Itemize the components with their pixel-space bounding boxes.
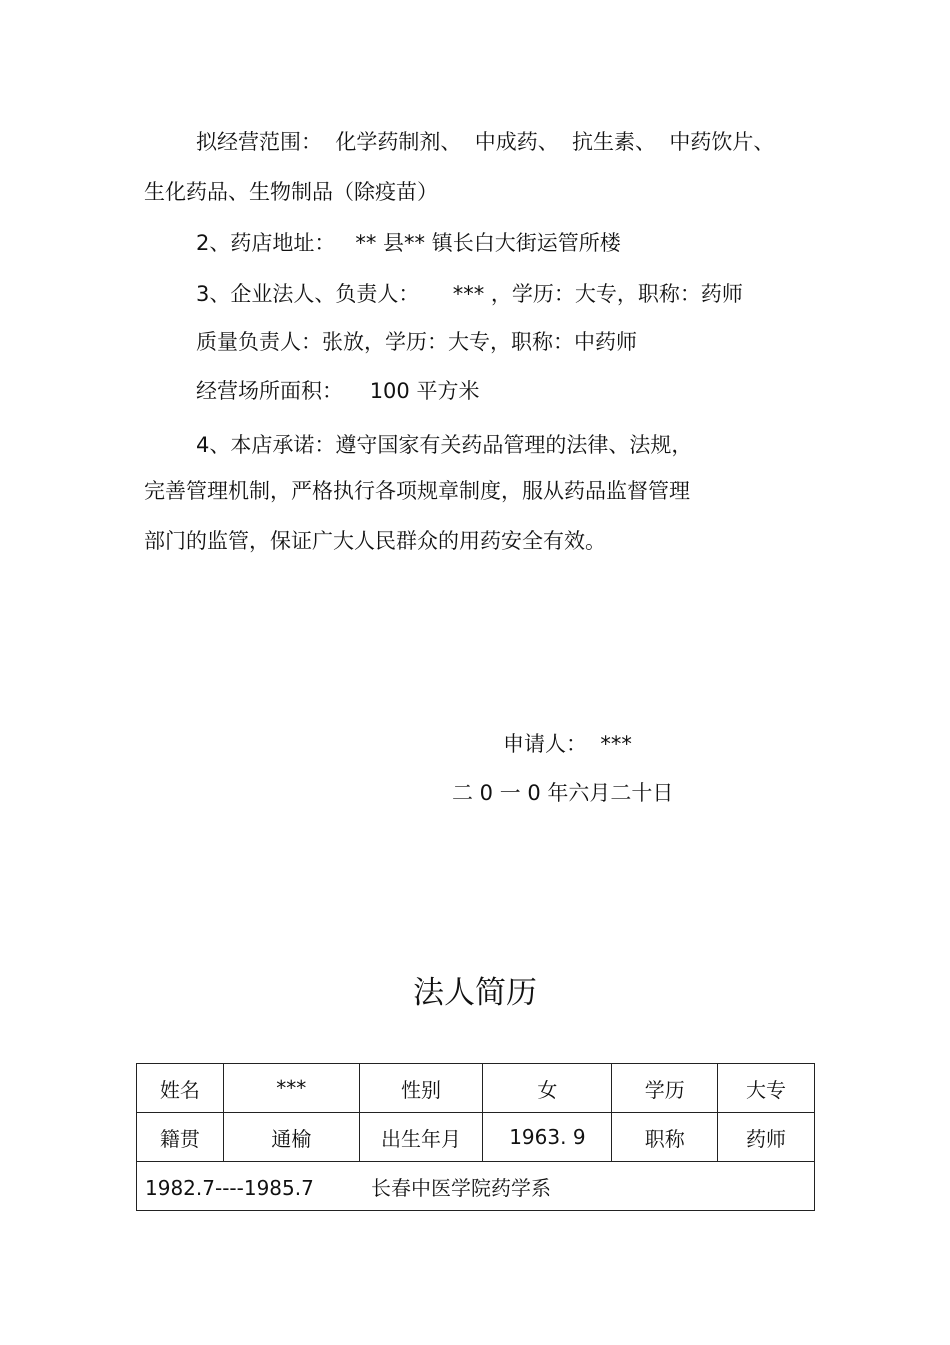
name-value: *** — [223, 1064, 359, 1113]
table-row — [137, 1113, 815, 1162]
education-label: 学历 — [612, 1064, 718, 1113]
store-address: 2、药店地址： ** 县** 镇长白大街运管所楼 — [196, 231, 621, 255]
legal-person: 3、企业法人、负责人： *** ，学历：大专，职称：药师 — [196, 282, 743, 306]
birth-date-label: 出生年月 — [359, 1113, 483, 1162]
birth-date-value: 1963. 9 — [483, 1113, 612, 1162]
business-scope-line-2: 生化药品、生物制品（除疫苗） — [144, 180, 438, 204]
table-row — [137, 1064, 815, 1113]
education-school: 长春中医学院药学系 — [371, 1175, 551, 1200]
name-label: 姓名 — [137, 1064, 224, 1113]
table-row — [137, 1162, 815, 1211]
gender-label: 性别 — [359, 1064, 483, 1113]
resume-table — [136, 1063, 815, 1211]
education-history — [137, 1162, 815, 1211]
native-place-value: 通榆 — [223, 1113, 359, 1162]
education-years: 1982.7----1985.7 — [145, 1175, 314, 1200]
promise-line-3: 部门的监管，保证广大人民群众的用药安全有效。 — [144, 529, 606, 553]
native-place-label: 籍贯 — [137, 1113, 224, 1162]
gender-value: 女 — [483, 1064, 612, 1113]
promise-line-1: 4、本店承诺：遵守国家有关药品管理的法律、法规， — [196, 433, 693, 457]
title-value: 药师 — [718, 1113, 815, 1162]
applicant-signature: 申请人： *** — [503, 732, 632, 756]
education-value: 大专 — [718, 1064, 815, 1113]
application-date: 二 0 一 0 年六月二十日 — [452, 781, 674, 805]
promise-line-2: 完善管理机制，严格执行各项规章制度，服从药品监督管理 — [144, 479, 690, 503]
business-area: 经营场所面积： 100 平方米 — [196, 379, 480, 403]
resume-title: 法人简历 — [413, 975, 537, 1011]
quality-person: 质量负责人：张放，学历：大专，职称：中药师 — [196, 330, 637, 354]
title-label: 职称 — [612, 1113, 718, 1162]
business-scope-line-1: 拟经营范围： 化学药制剂、 中成药、 抗生素、 中药饮片、 — [196, 130, 775, 154]
